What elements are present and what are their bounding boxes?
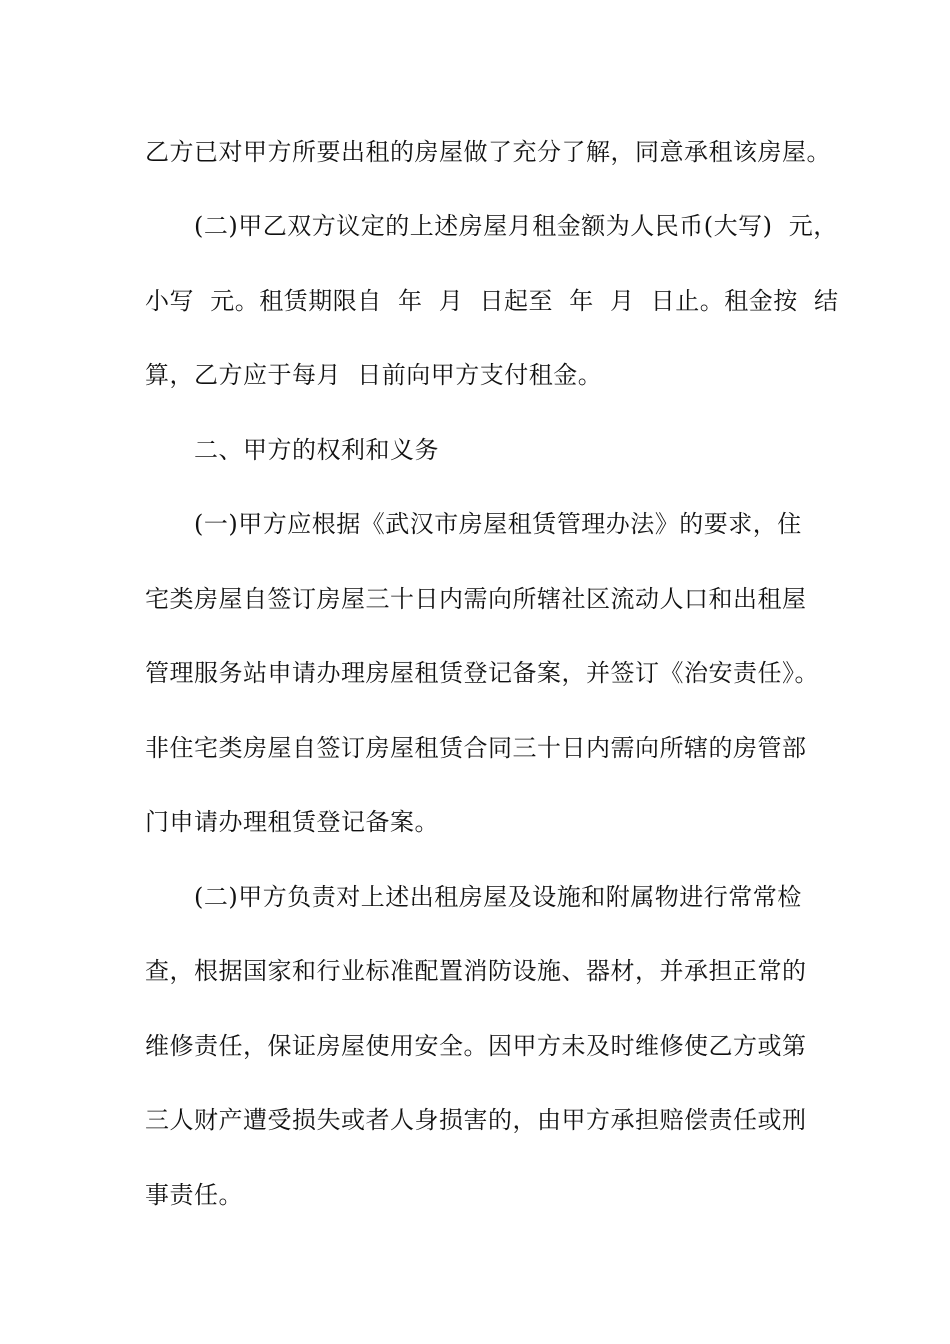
paragraph-line: 小写 元。租赁期限自 年 月 日起至 年 月 日止。租金按 结	[145, 287, 839, 315]
paragraph-line: 三人财产遭受损失或者人身损害的，由甲方承担赔偿责任或刑	[145, 1106, 807, 1134]
paragraph-line: 事责任。	[145, 1181, 243, 1209]
paragraph-line: (一)甲方应根据《武汉市房屋租赁管理办法》的要求，住	[194, 510, 802, 538]
paragraph-line: 查，根据国家和行业标准配置消防设施、器材，并承担正常的	[145, 957, 807, 985]
paragraph-line: 算，乙方应于每月 日前向甲方支付租金。	[145, 361, 603, 389]
paragraph-line: 非住宅类房屋自签订房屋租赁合同三十日内需向所辖的房管部	[145, 734, 807, 762]
paragraph-line: 宅类房屋自签订房屋三十日内需向所辖社区流动人口和出租屋	[145, 585, 807, 613]
paragraph-line: 乙方已对甲方所要出租的房屋做了充分了解，同意承租该房屋。	[145, 138, 831, 166]
paragraph-line: (二)甲乙双方议定的上述房屋月租金额为人民币(大写) 元，	[194, 212, 838, 240]
paragraph-line: 维修责任，保证房屋使用安全。因甲方未及时维修使乙方或第	[145, 1032, 807, 1060]
section-heading: 二、甲方的权利和义务	[194, 436, 439, 464]
paragraph-line: 门申请办理租赁登记备案。	[145, 808, 439, 836]
paragraph-line: (二)甲方负责对上述出租房屋及设施和附属物进行常常检	[194, 883, 802, 911]
paragraph-line: 管理服务站申请办理房屋租赁登记备案，并签订《治安责任》。	[145, 659, 819, 687]
